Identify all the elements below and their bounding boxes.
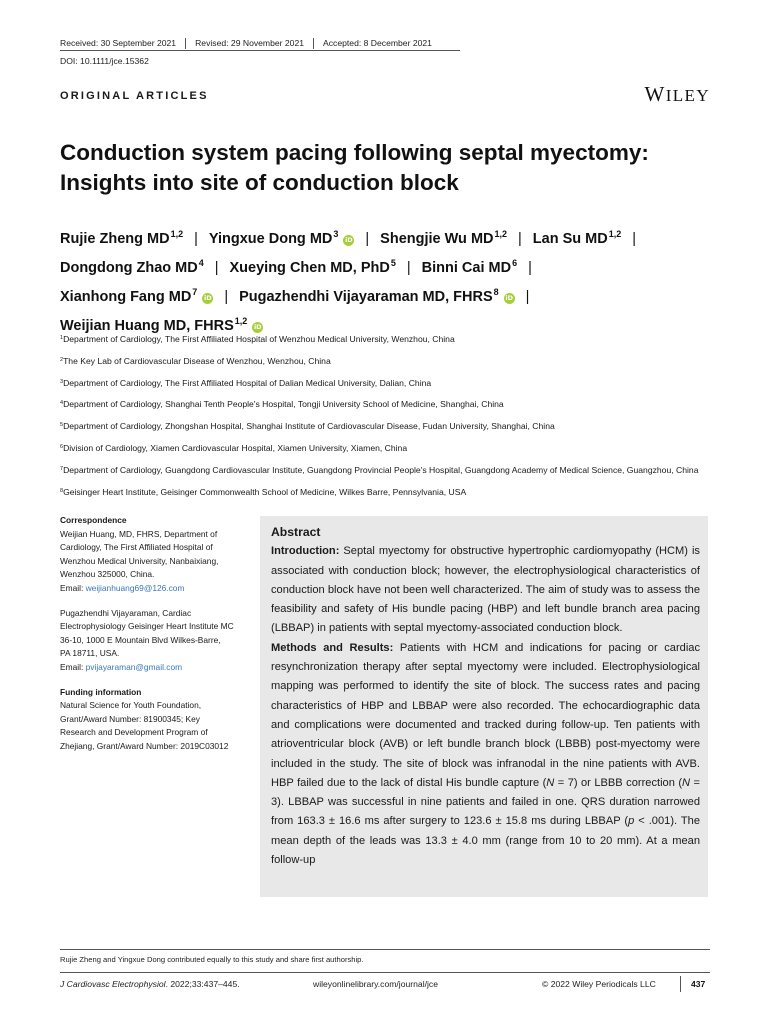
header-rule <box>60 50 460 51</box>
text-line: Weijian Huang, MD, FHRS, Department of <box>60 528 218 539</box>
author-line <box>60 280 720 309</box>
author-affiliation: 5 <box>390 258 396 268</box>
author-affiliation: 3 <box>333 229 339 239</box>
author-line <box>60 222 720 251</box>
logo-rest: ILEY <box>665 86 710 105</box>
affiliation-number: 3 <box>60 378 64 385</box>
affiliation-number: 5 <box>60 422 64 429</box>
affiliation-text: The Key Lab of Cardiovascular Disease of Wenzhou, Wenzhou, China <box>63 355 331 366</box>
author-separator: | <box>518 231 522 247</box>
accepted-date: Accepted: 8 December 2021 <box>323 38 432 48</box>
email-line: Email: weijianhuang69@126.com <box>60 582 185 593</box>
author-separator: | <box>528 260 532 276</box>
affiliation-text: Department of Cardiology, Guangdong Cardiovascular Institute, Guangdong Provincial People's Hospital, Guangdong Academy of Medical Science, Guangzhou, China <box>63 464 699 475</box>
author-affiliation: 8 <box>493 287 499 297</box>
correspondence-2 <box>60 607 254 661</box>
affiliation-item <box>60 332 715 345</box>
affiliation-item <box>60 354 715 367</box>
text-line: Electrophysiology Geisinger Heart Institute MC <box>60 621 234 632</box>
text-line: Grant/Award Number: 81900345; Key <box>60 713 200 724</box>
funding-text <box>60 699 254 753</box>
logo-initial: W <box>644 82 666 106</box>
author-name: Yingxue Dong MD <box>208 231 333 247</box>
author-affiliation: 7 <box>192 287 198 297</box>
revised-date: Revised: 29 November 2021 <box>195 38 305 48</box>
text-line: PA 18711, USA. <box>60 648 120 659</box>
correspondence-heading: Correspondence <box>60 515 127 525</box>
page-number: 437 <box>691 979 706 989</box>
affiliation-text: Department of Cardiology, Zhongshan Hospital, Shanghai Institute of Cardiovascular Disease, Fudan University, Shanghai, China <box>63 421 555 432</box>
footer-rule <box>60 972 710 973</box>
doi[interactable]: DOI: 10.1111/jce.15362 <box>60 56 149 66</box>
author-name: Lan Su MD <box>532 231 608 247</box>
email-line: Email: pvijayaraman@gmail.com <box>60 661 183 672</box>
affiliation-item <box>60 463 715 476</box>
text-line: Natural Science for Youth Foundation, <box>60 700 202 711</box>
author-affiliation: 1,2 <box>494 229 508 239</box>
article-title <box>60 138 710 198</box>
divider <box>680 976 681 992</box>
text-line: Wenzhou 325000, China. <box>60 569 155 580</box>
text-line: 36-10, 1000 E Mountain Blvd Wilkes-Barre, <box>60 634 221 645</box>
author-name: Weijian Huang MD, FHRS <box>60 318 234 334</box>
text-line: Research and Development Program of <box>60 727 208 738</box>
affiliation-item <box>60 485 715 498</box>
correspondence-1 <box>60 528 254 582</box>
author-affiliation: 1,2 <box>234 316 248 326</box>
author-separator: | <box>406 260 411 276</box>
funding-heading: Funding information <box>60 686 142 697</box>
author-name: Dongdong Zhao MD <box>60 260 198 276</box>
text-line: Pugazhendhi Vijayaraman, Cardiac <box>60 607 192 618</box>
email-link[interactable]: pvijayaraman@gmail.com <box>85 661 183 672</box>
affiliation-number: 8 <box>60 487 64 494</box>
text-line: Wenzhou Medical University, Nanbaixiang, <box>60 555 219 566</box>
author-name: Pugazhendhi Vijayaraman MD, FHRS <box>239 289 493 305</box>
author-affiliation: 1,2 <box>608 229 622 239</box>
divider <box>313 38 314 49</box>
affiliation-number: 2 <box>60 356 64 363</box>
title-line-1: Conduction system pacing following septal myectomy: <box>60 140 649 165</box>
author-name: Binni Cai MD <box>421 260 512 276</box>
affiliation-text: Department of Cardiology, Shanghai Tenth People's Hospital, Tongji University School of Medicine, Shanghai, China <box>63 399 504 410</box>
author-list <box>60 222 720 338</box>
affiliation-text: Department of Cardiology, The First Affiliated Hospital of Dalian Medical University, Dalian, China <box>63 377 432 388</box>
abstract-introduction: Introduction: Septal myectomy for obstructive hypertrophic cardiomyopathy (HCM) is associated with conduction block; however, the electrophysiological characteristics of conduction block have not been well characterized. The aim of study was to assess the feasibility and safety of His bundle pacing (HBP) and left bundle branch area pacing (LBBAP) in patients with septal myectomy-associated conduction block. <box>271 545 700 635</box>
text-line: Cardiology, The First Affiliated Hospital of <box>60 542 213 553</box>
author-name: Xueying Chen MD, PhD <box>229 260 390 276</box>
divider <box>185 38 186 49</box>
author-name: Rujie Zheng MD <box>60 231 170 247</box>
author-separator: | <box>525 289 530 305</box>
abstract-heading: Abstract <box>271 525 321 539</box>
affiliation-text: Department of Cardiology, The First Affiliated Hospital of Wenzhou Medical University, Wenzhou, China <box>63 334 455 344</box>
author-separator: | <box>365 231 370 247</box>
author-name: Xianhong Fang MD <box>60 289 192 305</box>
author-line <box>60 251 720 280</box>
affiliation-number: 4 <box>60 400 64 407</box>
affiliations <box>60 332 715 506</box>
article-dates <box>60 38 432 49</box>
orcid-icon[interactable]: iD <box>345 236 353 244</box>
author-separator: | <box>224 289 229 305</box>
journal-url[interactable]: wileyonlinelibrary.com/journal/jce <box>313 979 438 989</box>
affiliation-number: 1 <box>60 335 64 341</box>
abstract-methods: Methods and Results: Patients with HCM and indications for pacing or cardiac resynchronization therapy after septal myectomy were included. Electrophysiological mapping was performed to identify the site of block. The success rates and pacing characteristics of HBP and LBBAP were also recorded. The echocardiographic data and complications were documented and tracked during follow-up. Ten patients with atrioventricular block (AVB) or left bundle branch block (LBBB) post-myectomy were included in the study. The site of block was infranodal in the nine patients with AVB. HBP failed due to the lack of distal His bundle capture (N = 7) or LBBB correction (N = 3). LBBAP was successful in nine patients and failed in one. QRS duration narrowed from 163.3 ± 16.6 ms after surgery to 123.6 ± 15.8 ms during LBBAP (p < .001). The mean depth of the leads was 13.3 ± 4.0 mm (range from 10 to 20 mm). At a mean follow-up <box>271 641 701 867</box>
affiliation-text: Geisinger Heart Institute, Geisinger Commonwealth School of Medicine, Wilkes Barre, Pennsylvania, USA <box>63 486 467 497</box>
author-affiliation: 1,2 <box>170 229 184 239</box>
author-name: Shengjie Wu MD <box>380 231 494 247</box>
received-date: Received: 30 September 2021 <box>60 38 177 48</box>
author-separator: | <box>214 260 219 276</box>
affiliation-number: 6 <box>60 443 64 450</box>
abstract-box <box>260 516 708 897</box>
affiliation-item <box>60 419 715 432</box>
affiliation-item <box>60 397 715 410</box>
email-link[interactable]: weijianhuang69@126.com <box>85 582 185 593</box>
publisher-logo <box>644 82 710 107</box>
footnote-rule <box>60 949 710 950</box>
text-line: Zhejiang, Grant/Award Number: 2019C03012 <box>60 740 229 751</box>
orcid-icon[interactable]: iD <box>204 294 212 302</box>
affiliation-item <box>60 441 715 454</box>
affiliation-number: 7 <box>60 465 64 472</box>
affiliation-text: Division of Cardiology, Xiamen Cardiovascular Hospital, Xiamen University, Xiamen, China <box>63 442 408 453</box>
author-affiliation: 6 <box>512 258 518 268</box>
orcid-icon[interactable]: iD <box>505 294 513 302</box>
sidebar-info <box>60 514 254 754</box>
copyright: © 2022 Wiley Periodicals LLC <box>542 979 656 989</box>
author-separator: | <box>194 231 198 247</box>
author-affiliation: 4 <box>198 258 204 268</box>
title-line-2: Insights into site of conduction block <box>60 170 459 195</box>
section-label: ORIGINAL ARTICLES <box>60 90 209 102</box>
journal-citation: J Cardiovasc Electrophysiol. 2022;33:437–445. <box>60 979 240 989</box>
orcid-icon[interactable]: iD <box>253 323 262 331</box>
affiliation-item <box>60 376 715 389</box>
footnote: Rujie Zheng and Yingxue Dong contributed equally to this study and share first authorship. <box>60 955 364 964</box>
author-separator: | <box>632 231 637 247</box>
